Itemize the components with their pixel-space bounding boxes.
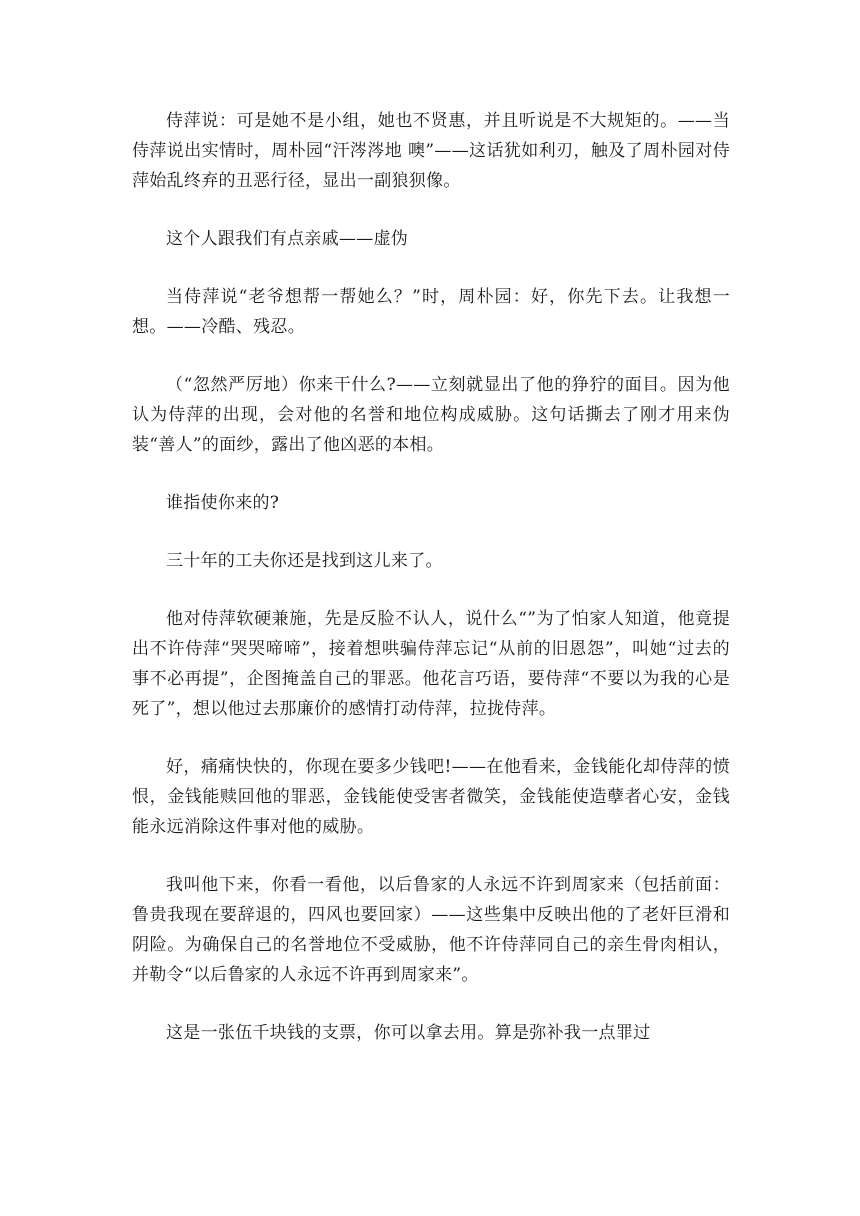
paragraph: 这是一张伍千块钱的支票，你可以拿去用。算是弥补我一点罪过 [166, 1023, 651, 1043]
paragraph: 三十年的工夫你还是找到这儿来了。 [166, 551, 443, 571]
paragraph: 他对侍萍软硬兼施，先是反脸不认人，说什么“”为了怕家人知道，他竟提出不许侍萍“哭哭啼啼”，接着想哄骗侍萍忘记“从前的旧恩怨”，叫她“过去的事不必再提”，企图掩盖自己的罪恶。他花言巧语，要侍萍“不要以为我的心是死了”，想以他过去那廉价的感情打动侍萍，拉拢侍萍。 [132, 609, 730, 719]
paragraph: 侍萍说：可是她不是小组，她也不贤惠，并且听说是不大规矩的。——当侍萍说出实情时，周朴园“汗涔涔地 噢”——这话犹如利刃，触及了周朴园对侍萍始乱终弃的丑恶行径，显出一副狼狈像。 [132, 111, 730, 191]
paragraph: 当侍萍说“老爷想帮一帮她么？”时，周朴园：好，你先下去。让我想一想。——冷酷、残忍。 [132, 287, 730, 337]
paragraph: 谁指使你来的? [166, 493, 280, 513]
document-body [132, 106, 730, 1076]
paragraph: （“忽然严厉地）你来干什么?——立刻就显出了他的狰狞的面目。因为他认为侍萍的出现，会对他的名誉和地位构成威胁。这句话撕去了刚才用来伪装“善人”的面纱，露出了他凶恶的本相。 [132, 375, 730, 455]
paragraph: 我叫他下来，你看一看他，以后鲁家的人永远不许到周家来（包括前面：鲁贵我现在要辞退的，四风也要回家）——这些集中反映出他的了老奸巨滑和阴险。为确保自己的名誉地位不受威胁，他不许侍萍同自己的亲生骨肉相认，并勒令“以后鲁家的人永远不许再到周家来”。 [132, 875, 730, 985]
paragraph: 好，痛痛快快的，你现在要多少钱吧!——在他看来，金钱能化却侍萍的愤恨，金钱能赎回他的罪恶，金钱能使受害者微笑，金钱能使造孽者心安，金钱能永远消除这件事对他的威胁。 [132, 757, 730, 837]
paragraph: 这个人跟我们有点亲戚——虚伪 [166, 229, 409, 249]
